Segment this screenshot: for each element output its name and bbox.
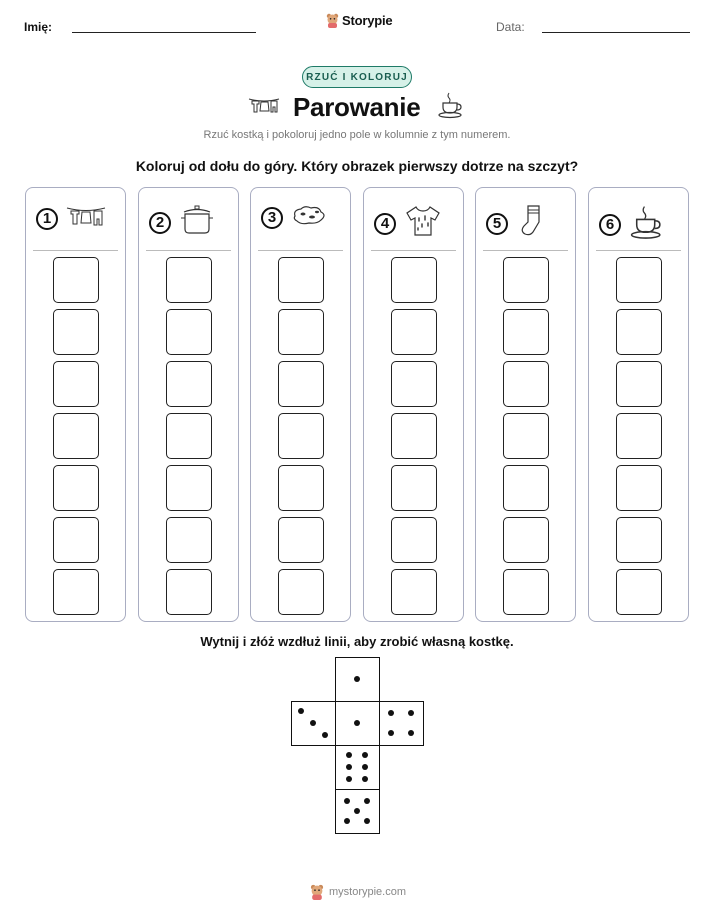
column-number: 5: [486, 213, 508, 235]
dice-pip: [344, 798, 350, 804]
clothesline-icon: [248, 96, 280, 114]
dice-pip: [298, 708, 304, 714]
color-cell[interactable]: [503, 309, 549, 355]
color-cell[interactable]: [278, 361, 324, 407]
color-cell[interactable]: [616, 465, 662, 511]
color-cell[interactable]: [391, 257, 437, 303]
column-number: 4: [374, 213, 396, 235]
color-cell[interactable]: [391, 569, 437, 615]
dice-pip: [310, 720, 316, 726]
column-number: 6: [599, 214, 621, 236]
activity-badge: RZUĆ I KOLORUJ: [302, 66, 412, 88]
column-6: [588, 187, 689, 622]
dice-pip: [354, 720, 360, 726]
color-cell[interactable]: [278, 465, 324, 511]
color-cell[interactable]: [166, 309, 212, 355]
column-header: [149, 204, 215, 241]
bear-mascot-icon: [326, 13, 339, 28]
color-cell[interactable]: [616, 361, 662, 407]
column-divider: [146, 250, 231, 251]
clothesline-icon: [66, 204, 106, 233]
color-cell[interactable]: [616, 309, 662, 355]
color-cell[interactable]: [166, 413, 212, 459]
color-cell[interactable]: [278, 569, 324, 615]
date-line[interactable]: [542, 32, 690, 33]
dice-pip: [346, 764, 352, 770]
color-cell[interactable]: [53, 413, 99, 459]
instruction-text: Koloruj od dołu do góry. Który obrazek pierwszy dotrze na szczyt?: [135, 158, 579, 174]
bear-mascot-icon: [310, 884, 324, 900]
column-header: [599, 204, 665, 245]
color-cell[interactable]: [53, 517, 99, 563]
column-4: [363, 187, 464, 622]
column-header: [374, 204, 442, 243]
color-cell[interactable]: [503, 517, 549, 563]
dice-pip: [388, 710, 394, 716]
column-number: 2: [149, 212, 171, 234]
color-cell[interactable]: [53, 309, 99, 355]
dice-face-4: [379, 701, 424, 746]
color-cell[interactable]: [503, 257, 549, 303]
sock-icon: [516, 204, 546, 243]
dice-pip: [362, 776, 368, 782]
brand-logo: [326, 13, 392, 28]
cut-instruction: Wytnij i złóż wzdłuż linii, aby zrobić własną kostkę.: [200, 634, 514, 649]
dice-pip: [364, 818, 370, 824]
footer: [310, 884, 406, 900]
color-cell[interactable]: [616, 517, 662, 563]
color-cell[interactable]: [391, 309, 437, 355]
column-number: 1: [36, 208, 58, 230]
column-5: [475, 187, 576, 622]
dice-face-1: [335, 701, 380, 746]
color-cell[interactable]: [53, 465, 99, 511]
dice-pip: [388, 730, 394, 736]
dice-face-6: [335, 745, 380, 790]
color-cell[interactable]: [166, 517, 212, 563]
color-cell[interactable]: [616, 257, 662, 303]
column-divider: [258, 250, 343, 251]
dice-pip: [408, 710, 414, 716]
color-cell[interactable]: [53, 361, 99, 407]
column-header: [36, 204, 106, 233]
dice-pip: [362, 764, 368, 770]
color-cell[interactable]: [278, 517, 324, 563]
footer-url[interactable]: mystorypie.com: [329, 886, 407, 898]
color-cell[interactable]: [166, 569, 212, 615]
dice-pip: [408, 730, 414, 736]
color-cell[interactable]: [166, 257, 212, 303]
dice-pip: [346, 776, 352, 782]
color-cell[interactable]: [166, 361, 212, 407]
dice-face-1: [335, 657, 380, 702]
color-cell[interactable]: [166, 465, 212, 511]
column-header: [261, 204, 327, 231]
color-cell[interactable]: [616, 569, 662, 615]
color-cell[interactable]: [278, 413, 324, 459]
dice-pip: [344, 818, 350, 824]
column-divider: [371, 250, 456, 251]
color-cell[interactable]: [53, 569, 99, 615]
dice-face-5: [335, 789, 380, 834]
subtitle: Rzuć kostką i pokoloruj jedno pole w kolumnie z tym numerem.: [203, 129, 511, 141]
page-title: Parowanie: [293, 92, 421, 122]
name-line[interactable]: [72, 32, 256, 33]
column-divider: [596, 250, 681, 251]
date-label: Data:: [496, 20, 525, 34]
column-number: 3: [261, 207, 283, 229]
dice-pip: [354, 808, 360, 814]
color-cell[interactable]: [278, 309, 324, 355]
column-1: [25, 187, 126, 622]
column-3: [250, 187, 351, 622]
color-cell[interactable]: [503, 413, 549, 459]
color-cell[interactable]: [503, 569, 549, 615]
color-cell[interactable]: [503, 361, 549, 407]
dice-pip: [354, 676, 360, 682]
teacup-icon: [629, 204, 665, 245]
wet-tshirt-icon: [404, 204, 442, 243]
teacup-icon: [437, 91, 465, 119]
puddle-icon: [291, 204, 327, 231]
name-label: Imię:: [24, 20, 53, 34]
column-2: [138, 187, 239, 622]
column-divider: [33, 250, 118, 251]
color-cell[interactable]: [503, 465, 549, 511]
color-cell[interactable]: [53, 257, 99, 303]
dice-pip: [362, 752, 368, 758]
dice-face-3: [291, 701, 336, 746]
dice-pip: [322, 732, 328, 738]
color-cell[interactable]: [391, 361, 437, 407]
pot-icon: [179, 204, 215, 241]
color-cell[interactable]: [391, 465, 437, 511]
column-divider: [483, 250, 568, 251]
color-cell[interactable]: [391, 517, 437, 563]
color-cell[interactable]: [391, 413, 437, 459]
dice-pip: [364, 798, 370, 804]
color-cell[interactable]: [278, 257, 324, 303]
dice-pip: [346, 752, 352, 758]
brand-name: Storypie: [342, 13, 393, 28]
color-cell[interactable]: [616, 413, 662, 459]
column-header: [486, 204, 546, 243]
